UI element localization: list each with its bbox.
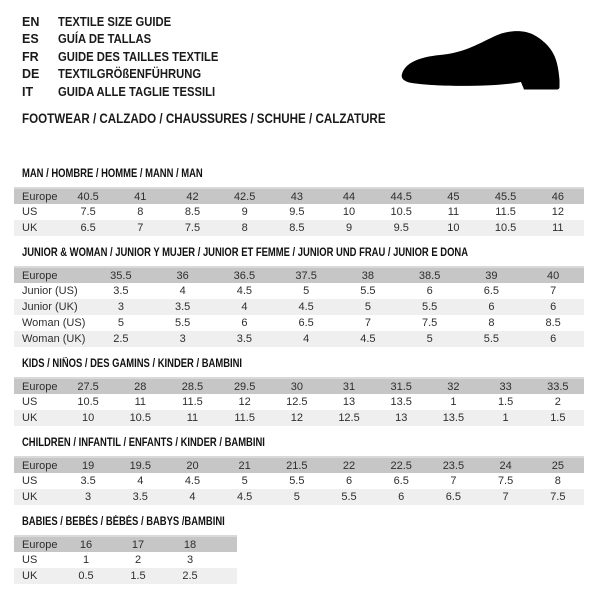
size-cell: 32 (447, 380, 460, 393)
size-cell: 7 (550, 285, 557, 297)
size-cell: 37.5 (295, 269, 317, 282)
row-label-cell: UK (22, 570, 38, 582)
size-cell: 7 (364, 317, 371, 329)
size-cell: 38 (361, 269, 374, 282)
language-item (22, 48, 236, 66)
size-cell: 11 (134, 396, 146, 408)
language-label: GUIDE DES TAILLES TEXTILE (58, 49, 219, 64)
size-cell: 4.5 (237, 491, 253, 503)
size-cell: 11 (552, 222, 564, 234)
size-cell: 2 (554, 396, 561, 408)
size-cell: 1.5 (550, 412, 566, 424)
size-cell: 1.5 (497, 396, 514, 408)
size-cell: 10.5 (390, 206, 412, 218)
size-cell: 30 (290, 380, 303, 393)
size-cell: 44.5 (390, 190, 412, 203)
size-cell: 28 (134, 380, 147, 393)
row-label-cell: Europe (22, 190, 58, 203)
size-cell: 9.5 (393, 222, 409, 234)
size-cell: 6 (488, 301, 495, 313)
size-cell: 8.5 (545, 317, 561, 329)
size-cell: 3 (186, 554, 194, 566)
size-cell: 29.5 (233, 380, 256, 393)
size-cell: 12 (290, 412, 303, 424)
size-cell: 3 (179, 333, 186, 345)
table-title: MAN / HOMBRE / HOMME / MANN / MAN (22, 168, 203, 180)
language-code: EN (22, 14, 40, 29)
size-cell: 16 (79, 538, 93, 551)
size-cell: 3 (117, 301, 124, 313)
filler-cell (216, 536, 237, 552)
size-cell: 5.5 (289, 475, 305, 487)
size-cell: 4 (241, 301, 248, 313)
table-row (14, 536, 237, 552)
size-section-junior-woman (14, 247, 589, 347)
row-label-cell: US (22, 396, 38, 408)
size-cell: 3.5 (80, 475, 96, 487)
size-table (14, 377, 584, 426)
language-code: IT (22, 84, 34, 99)
size-cell: 4.5 (360, 333, 376, 345)
table-row (14, 552, 237, 568)
size-cell: 33.5 (547, 380, 569, 393)
size-cell: 3.5 (113, 285, 129, 297)
size-cell: 4 (179, 285, 186, 297)
size-cell: 7 (450, 475, 457, 487)
language-item (22, 83, 236, 101)
size-cell: 8.5 (184, 206, 201, 218)
table-title: JUNIOR & WOMAN / JUNIOR Y MUJER / JUNIOR ET FEMME / JUNIOR UND FRAU / JUNIOR E DONA (22, 247, 469, 259)
table-row (14, 489, 584, 505)
table-row (14, 378, 584, 394)
table-row (14, 204, 584, 220)
size-cell: 11.5 (234, 412, 255, 424)
size-cell: 6 (398, 491, 405, 503)
row-label-cell: Europe (22, 380, 58, 393)
size-cell: 10.5 (129, 412, 151, 424)
size-cell: 8 (554, 475, 561, 487)
size-cell: 7.5 (184, 222, 201, 234)
size-cell: 21 (238, 459, 251, 472)
size-cell: 45 (447, 190, 460, 203)
table-row (14, 188, 584, 204)
table-row (14, 267, 584, 283)
row-label-cell: US (22, 475, 38, 487)
size-cell: 36.5 (233, 269, 256, 282)
row-label-cell: Woman (US) (22, 317, 86, 329)
size-cell: 10 (447, 222, 460, 234)
size-cell: 5.5 (421, 301, 438, 313)
size-cell: 23.5 (442, 459, 465, 472)
table-row (14, 283, 584, 299)
size-cell: 4 (189, 491, 196, 503)
size-cell: 25 (551, 459, 564, 472)
row-label-cell: Europe (22, 269, 58, 282)
size-cell: 22.5 (390, 459, 412, 472)
language-label: GUIDA ALLE TAGLIE TESSILI (58, 84, 216, 99)
size-cell: 42.5 (233, 190, 256, 203)
size-cell: 1 (450, 396, 457, 408)
size-cell: 12 (238, 396, 251, 408)
size-cell: 4 (137, 475, 144, 487)
table-row (14, 331, 584, 347)
size-cell: 10 (342, 206, 356, 218)
size-cell: 11.5 (495, 206, 516, 218)
language-code: ES (22, 32, 39, 47)
size-cell: 10.5 (77, 396, 99, 408)
table-row (14, 410, 584, 426)
size-cell: 13.5 (390, 396, 412, 408)
row-label-cell: US (22, 206, 38, 218)
size-cell: 35.5 (110, 269, 132, 282)
row-label-cell: UK (22, 412, 38, 424)
size-cell: 2 (134, 554, 142, 566)
size-cell: 4.5 (184, 475, 201, 487)
language-list (22, 13, 236, 101)
size-cell: 6.5 (445, 491, 462, 503)
language-item (22, 31, 236, 49)
size-cell: 3 (85, 491, 92, 503)
size-cell: 5.5 (174, 317, 191, 329)
size-cell: 40.5 (77, 190, 99, 203)
size-cell: 6.5 (483, 285, 500, 297)
size-cell: 17 (131, 538, 145, 551)
size-cell: 28.5 (181, 380, 204, 393)
language-code: DE (22, 67, 40, 82)
size-cell: 31 (342, 380, 356, 393)
language-item (22, 13, 236, 31)
size-cell: 41 (134, 190, 147, 203)
filler-cell (216, 552, 237, 568)
size-cell: 2.5 (182, 570, 198, 582)
language-label: GUÍA DE TALLAS (58, 32, 152, 47)
row-label-cell: Europe (22, 538, 58, 551)
size-cell: 11 (186, 412, 199, 424)
size-cell: 13 (342, 396, 356, 408)
size-cell: 1.5 (130, 570, 146, 582)
size-cell: 46 (551, 190, 564, 203)
size-cell: 31.5 (390, 380, 412, 393)
size-cell: 9.5 (289, 206, 305, 218)
category-heading: FOOTWEAR / CALZADO / CHAUSSURES / SCHUHE / CALZATURE (22, 111, 386, 126)
table-title: CHILDREN / INFANTIL / ENFANTS / KINDER / BAMBINI (22, 437, 265, 449)
size-cell: 9 (345, 222, 353, 234)
size-cell: 3.5 (174, 301, 191, 313)
size-cell: 12 (551, 206, 564, 218)
size-cell: 5 (426, 333, 433, 345)
row-label-cell: UK (22, 491, 38, 503)
size-cell: 11 (447, 206, 460, 218)
size-cell: 5.5 (483, 333, 500, 345)
size-table (14, 535, 237, 584)
size-cell: 3.5 (132, 491, 148, 503)
size-cell: 24 (499, 459, 512, 472)
size-cell: 5 (117, 317, 124, 329)
size-cell: 12.5 (286, 396, 308, 408)
size-cell: 10 (81, 412, 95, 424)
size-cell: 27.5 (77, 380, 99, 393)
size-cell: 7.5 (421, 317, 438, 329)
language-code: FR (22, 49, 39, 64)
size-cell: 44 (342, 190, 356, 203)
dress-shoe-icon (398, 30, 578, 92)
size-cell: 3.5 (236, 333, 253, 345)
size-cell: 8 (488, 317, 495, 329)
size-cell: 1 (82, 554, 90, 566)
row-label-cell: Europe (22, 459, 58, 472)
table-row (14, 220, 584, 236)
language-label: TEXTILE SIZE GUIDE (58, 14, 172, 29)
size-cell: 33 (499, 380, 512, 393)
size-cell: 6.5 (393, 475, 409, 487)
size-cell: 19 (81, 459, 95, 472)
size-cell: 6 (345, 475, 353, 487)
size-cell: 11.5 (182, 396, 203, 408)
filler-cell (216, 568, 237, 584)
size-cell: 5 (241, 475, 248, 487)
size-cell: 9 (241, 206, 248, 218)
size-cell: 7.5 (80, 206, 96, 218)
size-cell: 8 (241, 222, 248, 234)
size-cell: 8 (137, 206, 144, 218)
table-row (14, 299, 584, 315)
size-section-kids (14, 358, 589, 426)
table-row (14, 394, 584, 410)
size-tables (14, 168, 589, 595)
size-cell: 5 (364, 301, 371, 313)
size-cell: 36 (176, 269, 189, 282)
size-cell: 6 (550, 301, 557, 313)
size-cell: 4.5 (298, 301, 314, 313)
language-label: TEXTILGRÖßENFÜHRUNG (58, 67, 202, 82)
size-cell: 10.5 (494, 222, 517, 234)
row-label-cell: UK (22, 222, 38, 234)
size-section-children (14, 437, 589, 505)
size-cell: 12.5 (338, 412, 360, 424)
size-cell: 8.5 (289, 222, 305, 234)
language-item (22, 66, 236, 84)
row-label-cell: Junior (UK) (22, 301, 78, 313)
size-cell: 40 (547, 269, 560, 282)
size-section-babies (14, 516, 589, 584)
size-cell: 42 (186, 190, 199, 203)
table-row (14, 568, 237, 584)
row-label-cell: Junior (US) (22, 285, 78, 297)
size-cell: 6.5 (80, 222, 96, 234)
size-cell: 7.5 (550, 491, 566, 503)
size-cell: 20 (186, 459, 199, 472)
size-table (14, 187, 584, 236)
size-cell: 19.5 (129, 459, 151, 472)
size-cell: 2.5 (113, 333, 129, 345)
table-row (14, 473, 584, 489)
size-table (14, 266, 584, 347)
size-cell: 7 (137, 222, 144, 234)
row-label-cell: US (22, 554, 38, 566)
size-cell: 5 (293, 491, 300, 503)
size-cell: 39 (485, 269, 498, 282)
size-cell: 4.5 (236, 285, 253, 297)
table-row (14, 315, 584, 331)
table-row (14, 457, 584, 473)
table-title: BABIES / BEBÉS / BÉBÉS / BABYS /BAMBINI (22, 516, 225, 528)
size-cell: 6.5 (298, 317, 314, 329)
size-table (14, 456, 584, 505)
size-cell: 38.5 (418, 269, 441, 282)
size-cell: 22 (342, 459, 356, 472)
size-cell: 7.5 (497, 475, 514, 487)
size-cell: 6 (550, 333, 557, 345)
table-title: KIDS / NIÑOS / DES GAMINS / KINDER / BAMBINI (22, 358, 243, 370)
size-cell: 43 (290, 190, 303, 203)
size-cell: 7 (502, 491, 509, 503)
size-cell: 5.5 (341, 491, 357, 503)
size-cell: 0.5 (78, 570, 94, 582)
size-section-man (14, 168, 589, 236)
row-label-cell: Woman (UK) (22, 333, 86, 345)
size-cell: 6 (426, 285, 433, 297)
size-cell: 13.5 (442, 412, 465, 424)
size-cell: 6 (241, 317, 248, 329)
size-cell: 45.5 (494, 190, 517, 203)
size-cell: 1 (502, 412, 509, 424)
size-cell: 13 (395, 412, 408, 424)
size-cell: 5 (303, 285, 310, 297)
size-cell: 5.5 (360, 285, 376, 297)
size-cell: 21.5 (286, 459, 308, 472)
size-cell: 18 (183, 538, 197, 551)
size-cell: 4 (303, 333, 310, 345)
